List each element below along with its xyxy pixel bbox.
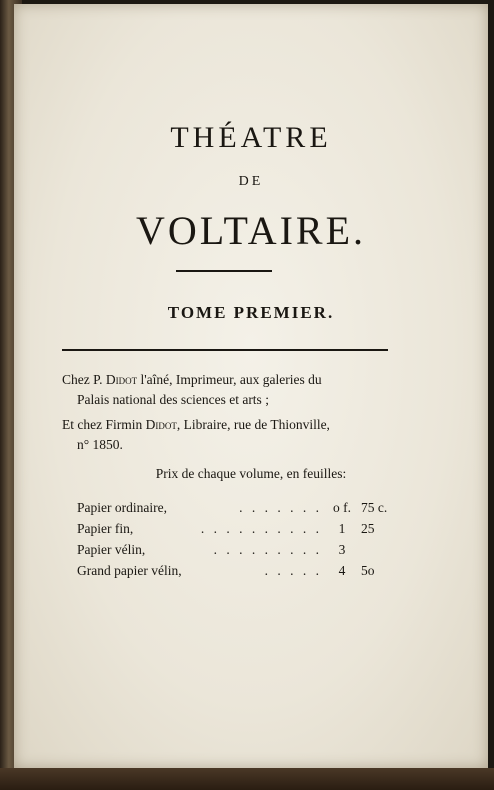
price-centimes: 25 <box>361 521 375 536</box>
price-label: Papier vélin, <box>77 542 146 557</box>
volume-label: TOME PREMIER. <box>167 303 335 322</box>
price-francs: o f. <box>333 500 351 515</box>
price-heading: Prix de chaque volume, en feuilles: <box>155 466 347 481</box>
price-row <box>77 521 397 541</box>
title-line-voltaire: VOLTAIRE. <box>135 208 367 253</box>
imprint-line-1: Chez P. Didot l'aîné, Imprimeur, aux galeries du <box>62 372 322 387</box>
section-rule <box>62 349 388 351</box>
title-page <box>14 4 488 768</box>
bookseller-name: Didot <box>145 417 177 432</box>
imprint-line-3: Et chez Firmin Didot, Libraire, rue de Thionville, <box>62 417 330 432</box>
price-francs: 3 <box>338 542 346 557</box>
book-bottom-edge <box>0 768 494 790</box>
price-leader: . . . . . . . <box>239 500 322 515</box>
title-rule <box>176 270 272 272</box>
title-line-de: DE <box>238 174 264 189</box>
price-leader: . . . . . . . . . <box>213 542 322 557</box>
price-francs: 4 <box>338 563 346 578</box>
imprint-line-2: Palais national des sciences et arts ; <box>77 392 269 407</box>
price-label: Papier fin, <box>77 521 134 536</box>
price-row <box>77 500 397 520</box>
price-leader: . . . . . <box>264 563 322 578</box>
price-row <box>77 563 397 583</box>
price-leader: . . . . . . . . . . <box>200 521 322 536</box>
price-label: Papier ordinaire, <box>77 500 167 515</box>
title-line-theatre: THÉATRE <box>170 121 332 154</box>
price-label: Grand papier vélin, <box>77 563 182 578</box>
printer-name: Didot <box>105 372 138 387</box>
price-centimes: 5o <box>361 563 375 578</box>
price-francs: 1 <box>338 521 346 536</box>
price-row <box>77 542 397 562</box>
price-centimes: 75 c. <box>361 500 388 515</box>
imprint-line-4: n° 1850. <box>77 437 123 452</box>
